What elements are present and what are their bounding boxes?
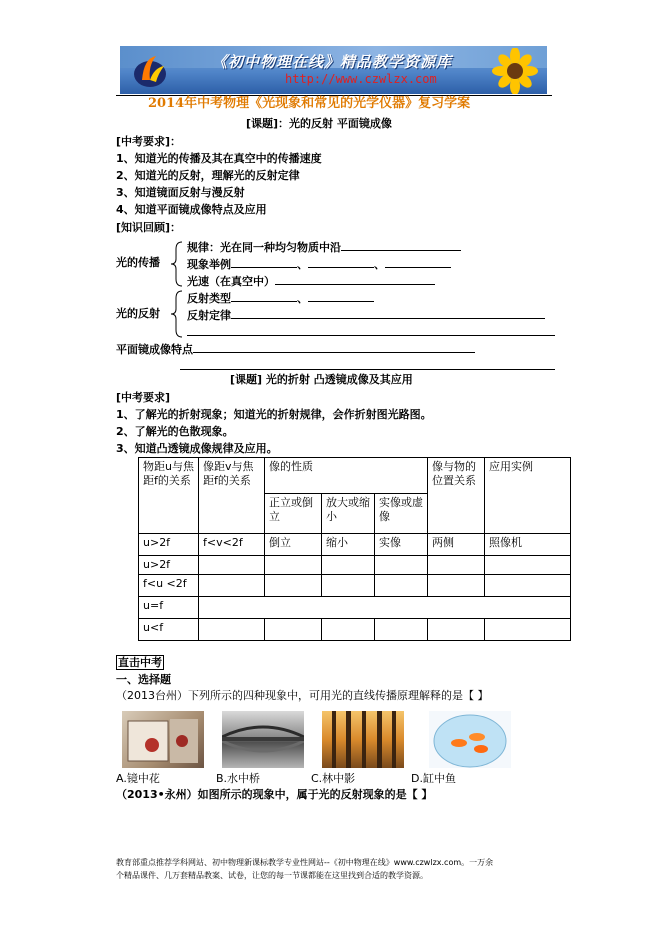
table-row bbox=[139, 597, 571, 619]
question-1: （2013台州）下列所示的四种现象中，可用光的直线传播原理解释的是【 】 bbox=[116, 689, 489, 702]
option-c: C.林中影 bbox=[311, 772, 356, 785]
table-cell: 实像 bbox=[375, 534, 428, 556]
exam-heading: 直击中考 bbox=[118, 656, 162, 669]
header-position-relation: 像与物的位置关系 bbox=[428, 458, 485, 534]
lesson1-req-1: 1、知道光的传播及其在真空中的传播速度 bbox=[116, 152, 322, 165]
header-upright-inverted: 正立或倒立 bbox=[265, 494, 322, 534]
header-application: 应用实例 bbox=[485, 458, 571, 534]
table-cell: 倒立 bbox=[265, 534, 322, 556]
table-cell: f<u <2f bbox=[139, 575, 199, 597]
table-cell: f<v<2f bbox=[199, 534, 265, 556]
sunflower-icon bbox=[481, 48, 541, 94]
table-cell: 两侧 bbox=[428, 534, 485, 556]
lesson1-req-4: 4、知道平面镜成像特点及应用 bbox=[116, 203, 267, 216]
table-cell: 缩小 bbox=[322, 534, 375, 556]
question-2: （2013•永州）如图所示的现象中，属于光的反射现象的是【 】 bbox=[116, 788, 433, 801]
table-cell: u>2f bbox=[139, 556, 199, 575]
section-heading: 一、选择题 bbox=[116, 673, 171, 686]
header-image-nature: 像的性质 bbox=[265, 458, 428, 494]
lesson1-review-heading: [知识回顾]： bbox=[116, 221, 182, 234]
convex-lens-table bbox=[138, 457, 571, 641]
table-cell: 照像机 bbox=[485, 534, 571, 556]
propagation-label: 光的传播 bbox=[116, 256, 160, 269]
header-object-distance: 物距u与焦距f的关系 bbox=[139, 458, 199, 534]
prop-rule: 规律：光在同一种均匀物质中沿 bbox=[187, 239, 461, 255]
table-cell: u<f bbox=[139, 619, 199, 641]
lesson2-req-heading: [中考要求] bbox=[116, 391, 171, 404]
header-enlarged-reduced: 放大或缩小 bbox=[322, 494, 375, 534]
fish-tank-photo bbox=[429, 711, 511, 768]
lesson2-topic: [课题] 光的折射 凸透镜成像及其应用 bbox=[230, 373, 413, 386]
brace-icon bbox=[170, 290, 184, 338]
mirror-flower-photo bbox=[122, 711, 204, 768]
header-real-virtual: 实像或虚像 bbox=[375, 494, 428, 534]
banner-url[interactable]: http://www.czwlzx.com bbox=[285, 72, 437, 86]
table-row bbox=[139, 619, 571, 641]
table-row bbox=[139, 556, 571, 575]
option-a: A.镜中花 bbox=[116, 772, 160, 785]
lesson2-req-3: 3、知道凸透镜成像规律及应用。 bbox=[116, 442, 278, 455]
header-image-distance: 像距v与焦距f的关系 bbox=[199, 458, 265, 534]
water-bridge-photo bbox=[222, 711, 304, 768]
lesson2-req-1: 1、了解光的折射现象；知道光的折射规律，会作折射图光路图。 bbox=[116, 408, 432, 421]
prop-example: 现象举例 、 、 bbox=[187, 256, 451, 272]
footer-line-1: 教育部重点推荐学科网站、初中物理新课标教学专业性网站--《初中物理在线》www.czwlzx.com。一万余 bbox=[116, 858, 494, 867]
forest-shadow-photo bbox=[322, 711, 404, 768]
table-row bbox=[139, 534, 571, 556]
lesson1-topic: [课题]：光的反射 平面镜成像 bbox=[246, 117, 392, 130]
brace-icon bbox=[170, 241, 184, 287]
lesson1-req-2: 2、知道光的反射，理解光的反射定律 bbox=[116, 169, 300, 182]
table-cell: u=f bbox=[139, 597, 199, 619]
header-banner bbox=[120, 46, 547, 94]
refl-law: 反射定律 bbox=[187, 307, 545, 323]
option-d: D.缸中鱼 bbox=[411, 772, 456, 785]
lesson2-req-2: 2、了解光的色散现象。 bbox=[116, 425, 234, 438]
answer-line bbox=[180, 369, 555, 370]
refl-types: 反射类型 、 bbox=[187, 290, 374, 306]
lesson1-req-heading: [中考要求]： bbox=[116, 135, 182, 148]
banner-title: 《初中物理在线》精品教学资源库 bbox=[212, 53, 453, 71]
lesson1-req-3: 3、知道镜面反射与漫反射 bbox=[116, 186, 245, 199]
document-title: 2014年中考物理《光现象和常见的光学仪器》复习学案 bbox=[148, 96, 471, 111]
table-cell: u>2f bbox=[139, 534, 199, 556]
plane-mirror: 平面镜成像特点 bbox=[116, 341, 475, 357]
option-b: B.水中桥 bbox=[216, 772, 261, 785]
prop-speed: 光速（在真空中） bbox=[187, 273, 435, 289]
site-logo-icon bbox=[130, 50, 170, 90]
table-row bbox=[139, 575, 571, 597]
footer-line-2: 个精品课件、几万套精品教案、试卷，让您的每一节课都能在这里找到合适的教学资源。 bbox=[116, 871, 428, 880]
reflection-label: 光的反射 bbox=[116, 307, 160, 320]
answer-line bbox=[187, 335, 555, 336]
